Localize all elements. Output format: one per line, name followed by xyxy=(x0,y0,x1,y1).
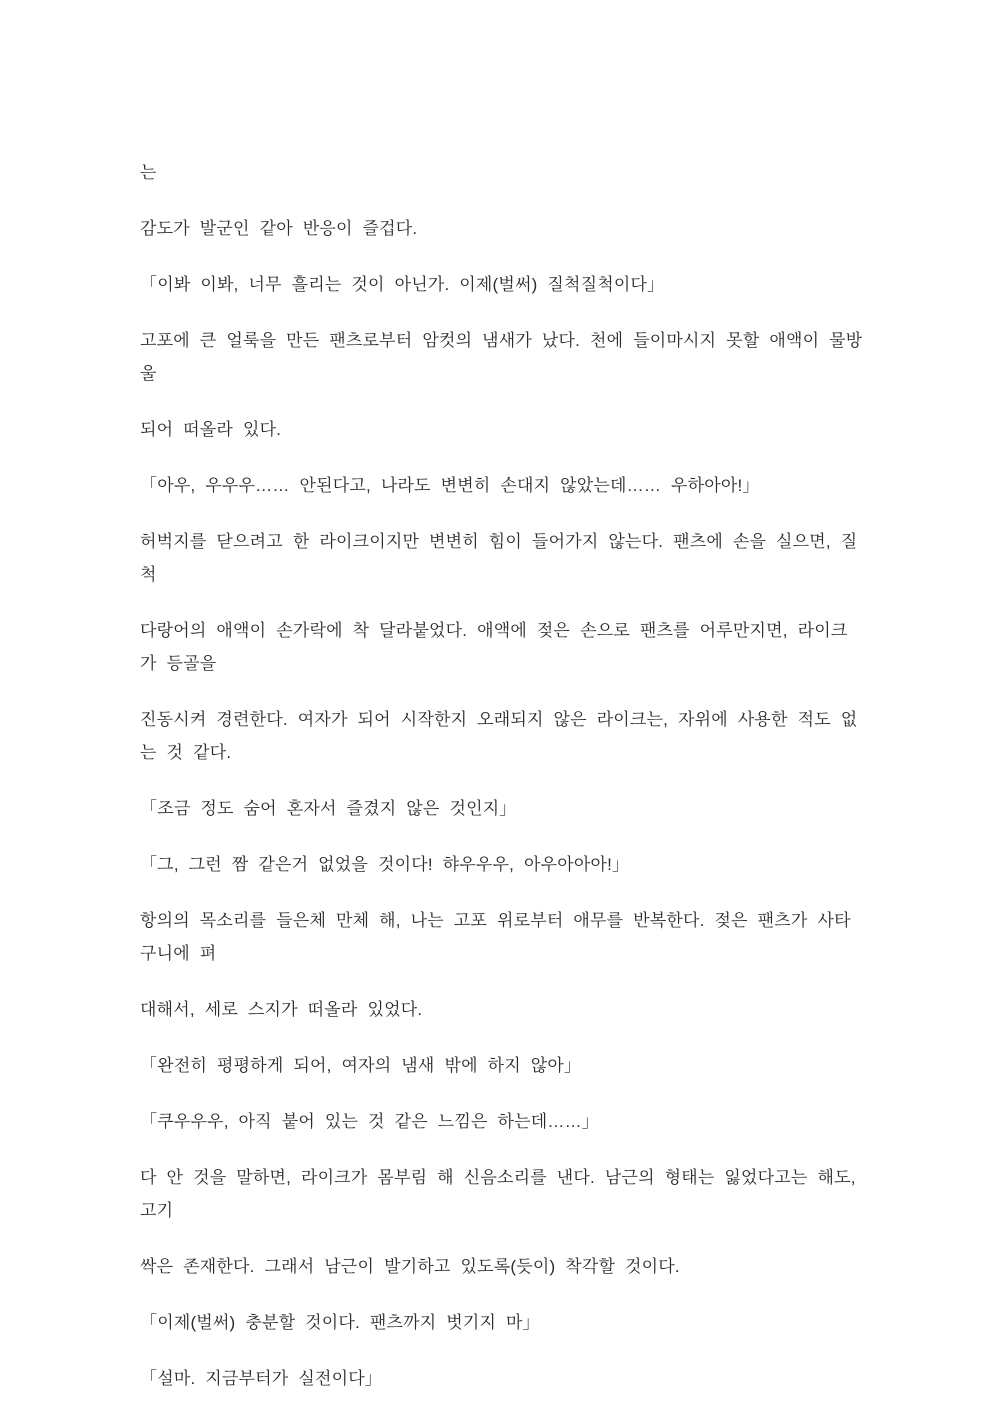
paragraph: 진동시켜 경련한다. 여자가 되어 시작한지 오래되지 않은 라이크는, 자위에 사용한 적도 없는 것 같다. xyxy=(140,710,858,762)
text-content xyxy=(140,156,864,1395)
paragraph: 되어 떠올라 있다. xyxy=(140,420,282,439)
paragraph: 「조금 정도 숨어 혼자서 즐겼지 않은 것인지」 xyxy=(140,799,517,818)
paragraph: 「이봐 이봐, 너무 흘리는 것이 아닌가. 이제(벌써) 질척질척이다」 xyxy=(140,275,665,294)
paragraph: 「설마. 지금부터가 실전이다」 xyxy=(140,1369,383,1388)
paragraph: 다 안 것을 말하면, 라이크가 몸부림 해 신음소리를 낸다. 남근의 형태는 잃었다고는 해도, 고기 xyxy=(140,1168,856,1220)
paragraph: 「쿠우우우, 아직 붙어 있는 것 같은 느낌은 하는데……」 xyxy=(140,1112,600,1131)
paragraph: 「완전히 평평하게 되어, 여자의 냄새 밖에 하지 않아」 xyxy=(140,1056,582,1075)
paragraph: 싹은 존재한다. 그래서 남근이 발기하고 있도록(듯이) 착각할 것이다. xyxy=(140,1257,680,1276)
paragraph: 「아우, 우우우…… 안된다고, 나라도 변변히 손대지 않았는데…… 우하아아!」 xyxy=(140,476,760,495)
paragraph: 고포에 큰 얼룩을 만든 팬츠로부터 암컷의 냄새가 났다. 천에 들이마시지 못할 애액이 물방울 xyxy=(140,331,863,383)
paragraph: 다랑어의 애액이 손가락에 착 달라붙었다. 애액에 젖은 손으로 팬츠를 어루만지면, 라이크가 등골을 xyxy=(140,621,848,673)
paragraph: 항의의 목소리를 들은체 만체 해, 나는 고포 위로부터 애무를 반복한다. 젖은 팬츠가 사타구니에 펴 xyxy=(140,911,851,963)
paragraph: 는 xyxy=(140,163,157,182)
paragraph: 감도가 발군인 같아 반응이 즐겁다. xyxy=(140,219,418,238)
paragraph: 「그, 그런 짬 같은거 없었을 것이다! 햐우우우, 아우아아아!」 xyxy=(140,855,630,874)
paragraph: 대해서, 세로 스지가 떠올라 있었다. xyxy=(140,1000,423,1019)
paragraph: 「이제(벌써) 충분할 것이다. 팬츠까지 벗기지 마」 xyxy=(140,1313,540,1332)
paragraph: 허벅지를 닫으려고 한 라이크이지만 변변히 힘이 들어가지 않는다. 팬츠에 손을 실으면, 질척 xyxy=(140,532,858,584)
